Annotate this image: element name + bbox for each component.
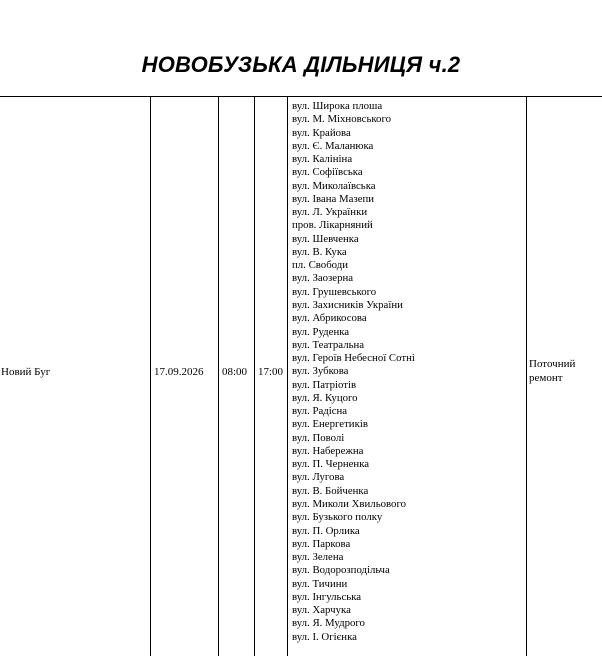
- work-type-cell: [529, 357, 589, 385]
- street-item: вул. Я. Мудрого: [292, 617, 365, 630]
- street-item: вул. Є. Маланюка: [292, 139, 374, 152]
- page-title: НОВОБУЗЬКА ДІЛЬНИЦЯ ч.2: [141, 52, 461, 77]
- street-item: пл. Свободи: [292, 259, 349, 272]
- street-item: вул. Шевченка: [292, 232, 359, 245]
- date-cell: 17.09.2026: [154, 366, 204, 378]
- street-item: вул. Радісна: [292, 405, 348, 418]
- street-item: вул. Тичини: [292, 577, 348, 590]
- street-item: вул. Миколаївська: [292, 179, 376, 192]
- street-item: вул. Софіївська: [292, 166, 363, 179]
- street-item: вул. Л. Українки: [292, 206, 368, 219]
- column-divider: [287, 96, 288, 656]
- street-item: вул. В. Кука: [292, 245, 347, 258]
- street-item: вул. Крайова: [292, 126, 351, 139]
- street-item: вул. Водорозподільча: [292, 564, 390, 577]
- street-item: вул. Абрикосова: [292, 312, 367, 325]
- time-end-cell: 17:00: [258, 366, 284, 378]
- street-item: вул. Руденка: [292, 325, 350, 338]
- street-item: вул. Зубкова: [292, 365, 349, 378]
- street-item: вул. Паркова: [292, 537, 351, 550]
- street-item: вул. Патріотів: [292, 378, 357, 391]
- street-item: вул. Грушевського: [292, 285, 377, 298]
- street-item: вул. Заозерна: [292, 272, 354, 285]
- street-item: пров. Лікарняний: [292, 219, 373, 232]
- column-divider: [254, 96, 255, 656]
- street-item: вул. Захисників України: [292, 298, 403, 311]
- street-item: вул. Харчука: [292, 604, 351, 617]
- street-item: вул. Енергетиків: [292, 418, 368, 431]
- column-divider: [218, 96, 219, 656]
- column-divider: [150, 96, 151, 656]
- street-item: вул. Я. Куцого: [292, 391, 358, 404]
- streets-list: [292, 100, 415, 644]
- street-item: вул. Бузького полку: [292, 511, 383, 524]
- street-item: вул. Театральна: [292, 338, 365, 351]
- street-item: вул. П. Черненка: [292, 458, 370, 471]
- street-item: вул. Широка плоша: [292, 100, 383, 112]
- street-item: вул. Інгульська: [292, 590, 362, 603]
- locality-cell: Новий Буг: [1, 366, 51, 378]
- street-item: вул. М. Міхновського: [292, 113, 392, 126]
- street-item: вул. Івана Мазепи: [292, 192, 375, 205]
- street-item: вул. Героїв Небесної Сотні: [292, 352, 415, 365]
- street-item: вул. П. Орлика: [292, 524, 360, 537]
- street-item: вул. І. Огієнка: [292, 630, 357, 643]
- work-type-line: Поточний: [529, 358, 576, 370]
- street-item: вул. Калініна: [292, 153, 353, 166]
- street-item: вул. В. Бойченка: [292, 484, 369, 497]
- time-start-cell: 08:00: [222, 366, 248, 378]
- street-item: вул. Лугова: [292, 471, 345, 484]
- column-divider: [526, 96, 527, 656]
- street-item: вул. Зелена: [292, 551, 344, 564]
- table-top-border: [0, 96, 602, 97]
- street-item: вул. Поволі: [292, 431, 345, 444]
- street-item: вул. Набережна: [292, 444, 364, 457]
- work-type-line: ремонт: [529, 372, 563, 384]
- street-item: вул. Миколи Хвильового: [292, 497, 406, 510]
